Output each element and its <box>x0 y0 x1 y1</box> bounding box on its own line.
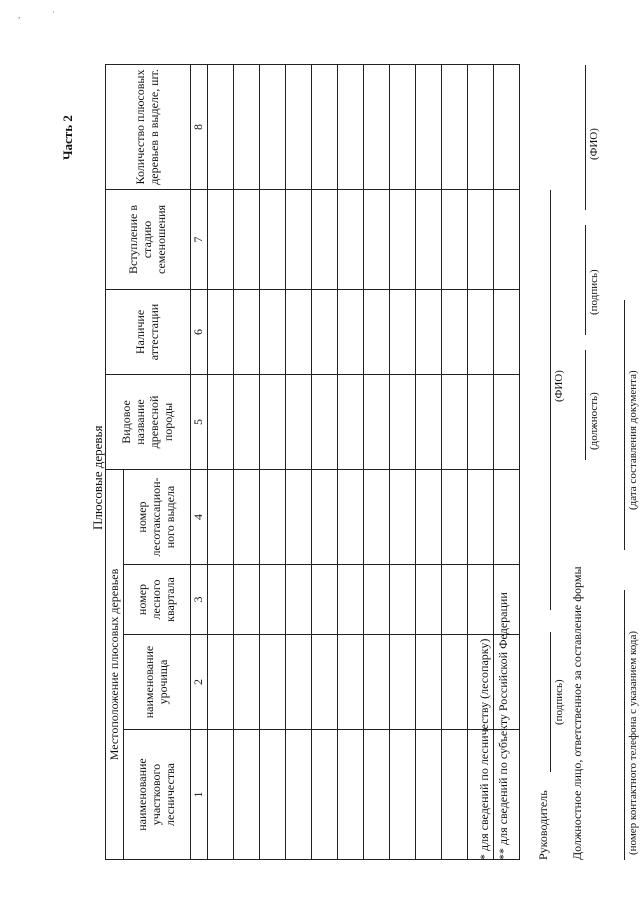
footnote: ** для сведений по субъекту Российской Федерации <box>496 592 510 860</box>
table-cell <box>233 64 259 189</box>
table-cell <box>441 565 467 635</box>
table-cell <box>493 469 519 564</box>
head-label: Руководитель <box>536 790 550 860</box>
table-row <box>285 64 311 859</box>
phone-caption: (номер контактного телефона с указанием кода) <box>627 630 639 855</box>
table-cell <box>259 469 285 564</box>
table-cell <box>441 469 467 564</box>
table-cell <box>337 64 363 189</box>
table-cell <box>337 469 363 564</box>
table-cell <box>259 64 285 189</box>
table-row <box>233 64 259 859</box>
table-cell <box>207 565 233 635</box>
table-cell <box>467 189 493 289</box>
column-header: Количество плюсовых деревьев в выделе, шт. <box>106 64 191 189</box>
table-cell <box>441 189 467 289</box>
column-number: 5 <box>191 374 208 469</box>
table-cell <box>415 635 441 730</box>
table-cell <box>285 469 311 564</box>
table-cell <box>363 374 389 469</box>
date-line <box>624 300 625 550</box>
column-number: 3 <box>191 565 208 635</box>
table-cell <box>363 469 389 564</box>
table-title: Плюсовые деревья <box>90 425 105 530</box>
table-row <box>311 64 337 859</box>
table-cell <box>337 565 363 635</box>
table-cell <box>259 289 285 374</box>
table-cell <box>285 730 311 860</box>
table-cell <box>415 730 441 860</box>
table-row <box>441 64 467 859</box>
table-cell <box>207 374 233 469</box>
column-header: номер лесного квартала <box>124 565 191 635</box>
table-row <box>415 64 441 859</box>
table-cell <box>363 635 389 730</box>
table-cell <box>311 565 337 635</box>
official-name-caption: (ФИО) <box>588 128 600 160</box>
column-header: Наличие аттестации <box>106 289 191 374</box>
table-row <box>207 64 233 859</box>
official-signature-line <box>585 225 586 335</box>
table-cell <box>285 289 311 374</box>
table-cell <box>441 289 467 374</box>
table-cell <box>311 374 337 469</box>
head-signature-caption: (подпись) <box>553 679 565 725</box>
table-cell <box>337 730 363 860</box>
table-cell <box>467 64 493 189</box>
rotated-form-sheet <box>50 60 639 860</box>
head-name-line <box>550 190 551 610</box>
table-cell <box>441 635 467 730</box>
table-cell <box>285 64 311 189</box>
table-cell <box>311 730 337 860</box>
table-cell <box>285 565 311 635</box>
table-row <box>389 64 415 859</box>
column-header: наименование урочища <box>124 635 191 730</box>
location-group-header: Местоположение плюсовых деревьев <box>106 469 124 859</box>
table-cell <box>389 189 415 289</box>
date-caption: (дата составления документа) <box>627 370 639 510</box>
column-header: наименование участкового лесничества <box>124 730 191 860</box>
column-header: Видовое название древесной породы <box>106 374 191 469</box>
table-cell <box>389 565 415 635</box>
table-cell <box>285 189 311 289</box>
table-cell <box>285 635 311 730</box>
table-cell <box>363 64 389 189</box>
table-cell <box>389 64 415 189</box>
table-cell <box>363 730 389 860</box>
table-cell <box>259 189 285 289</box>
column-number: 8 <box>191 64 208 189</box>
table-cell <box>337 189 363 289</box>
table-cell <box>467 289 493 374</box>
table-cell <box>467 374 493 469</box>
table-cell <box>389 730 415 860</box>
table-cell <box>441 730 467 860</box>
table-cell <box>311 189 337 289</box>
table-cell <box>493 374 519 469</box>
plus-trees-table <box>105 64 520 860</box>
table-cell <box>363 289 389 374</box>
table-cell <box>389 635 415 730</box>
table-cell <box>467 565 493 635</box>
table-cell <box>259 374 285 469</box>
table-cell <box>363 189 389 289</box>
official-label: Должностное лицо, ответственное за составление формы <box>570 566 584 860</box>
table-cell <box>311 469 337 564</box>
table-cell <box>311 289 337 374</box>
table-cell <box>493 64 519 189</box>
table-cell <box>233 730 259 860</box>
table-cell <box>207 289 233 374</box>
table-cell <box>311 64 337 189</box>
table-cell <box>389 374 415 469</box>
official-name-line <box>585 65 586 210</box>
table-row <box>259 64 285 859</box>
head-name-caption: (ФИО) <box>553 370 565 402</box>
table-cell <box>207 189 233 289</box>
table-cell <box>207 469 233 564</box>
table-cell <box>285 374 311 469</box>
table-cell <box>311 635 337 730</box>
table-cell <box>207 730 233 860</box>
official-signature-caption: (подпись) <box>588 269 600 315</box>
table-cell <box>493 289 519 374</box>
head-signature-line <box>550 632 551 772</box>
phone-line <box>624 590 625 860</box>
table-row <box>337 64 363 859</box>
part-label: Часть 2 <box>60 115 75 160</box>
table-cell <box>415 374 441 469</box>
footnote: * для сведений по лесничеству (лесопарку) <box>477 638 491 860</box>
table-cell <box>389 289 415 374</box>
table-cell <box>233 289 259 374</box>
table-cell <box>415 565 441 635</box>
table-cell <box>415 289 441 374</box>
column-header: номер лесотаксацион-ного выдела <box>124 469 191 564</box>
table-cell <box>337 289 363 374</box>
table-cell <box>363 565 389 635</box>
table-cell <box>259 565 285 635</box>
official-position-caption: (должность) <box>588 392 600 450</box>
table-row <box>363 64 389 859</box>
table-cell <box>493 189 519 289</box>
scan-mark: , <box>18 10 21 20</box>
table-cell <box>233 469 259 564</box>
table-cell <box>207 635 233 730</box>
table-cell <box>233 374 259 469</box>
table-cell <box>415 189 441 289</box>
table-cell <box>441 374 467 469</box>
table-cell <box>415 469 441 564</box>
column-number: 6 <box>191 289 208 374</box>
column-number: 7 <box>191 189 208 289</box>
table-cell <box>207 64 233 189</box>
table-cell <box>337 374 363 469</box>
table-cell <box>233 189 259 289</box>
column-number: 1 <box>191 730 208 860</box>
table-cell <box>259 730 285 860</box>
table-cell <box>441 64 467 189</box>
scan-mark: ˙ <box>52 10 55 20</box>
table-cell <box>259 635 285 730</box>
table-cell <box>389 469 415 564</box>
table-cell <box>415 64 441 189</box>
column-header: Вступление в стадию семеношения <box>106 189 191 289</box>
column-number: 4 <box>191 469 208 564</box>
table-cell <box>337 635 363 730</box>
official-position-line <box>585 350 586 460</box>
column-number: 2 <box>191 635 208 730</box>
table-cell <box>467 469 493 564</box>
table-cell <box>233 635 259 730</box>
table-cell <box>233 565 259 635</box>
